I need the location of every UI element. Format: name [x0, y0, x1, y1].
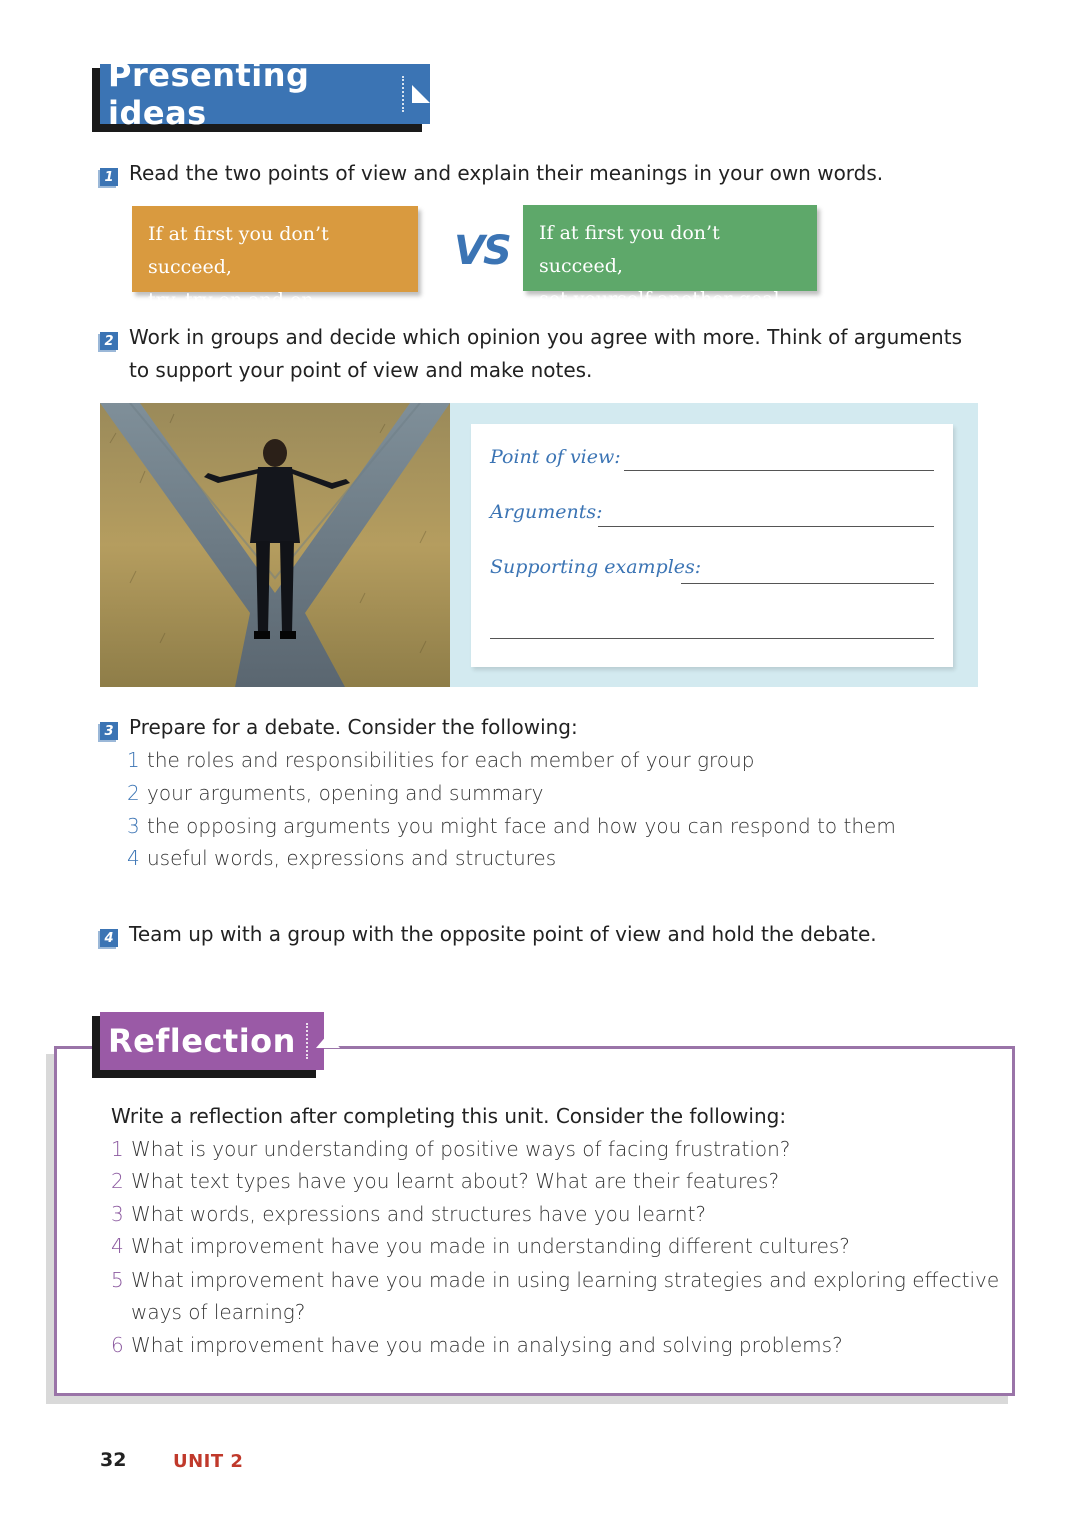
- item-text: useful words, expressions and structures: [147, 846, 557, 870]
- unit-label: UNIT 2: [173, 1451, 244, 1472]
- task-instruction: Read the two points of view and explain their meanings in your own words.: [129, 161, 884, 185]
- item-text: What words, expressions and structures have you learnt?: [131, 1202, 707, 1226]
- list-item: [111, 1264, 999, 1297]
- task-instruction: Team up with a group with the opposite point of view and hold the debate.: [129, 922, 877, 946]
- item-text: What is your understanding of positive ways of facing frustration?: [131, 1137, 791, 1161]
- writing-line[interactable]: [490, 638, 934, 639]
- item-number: 1: [127, 748, 140, 772]
- reflection-intro: Write a reflection after completing this unit. Consider the following:: [111, 1104, 787, 1128]
- list-item: [127, 744, 754, 777]
- note-label-point-of-view: Point of view:: [490, 446, 621, 468]
- writing-line[interactable]: [624, 470, 934, 471]
- quote-line: If at first you don’t succeed,: [539, 222, 720, 277]
- item-number: 2: [111, 1169, 124, 1193]
- list-item: [111, 1296, 305, 1329]
- item-number: 2: [127, 781, 140, 805]
- item-number: 3: [111, 1202, 124, 1226]
- item-text: What improvement have you made in using learning strategies and exploring effective: [131, 1268, 1000, 1292]
- list-item: [111, 1329, 843, 1362]
- item-text: your arguments, opening and summary: [147, 781, 544, 805]
- item-number: 1: [111, 1137, 124, 1161]
- list-item: [127, 810, 896, 843]
- list-item: [127, 777, 543, 810]
- list-item: [127, 842, 556, 875]
- item-number: 3: [127, 814, 140, 838]
- quote-line: set yourself another goal.: [539, 288, 786, 310]
- writing-line[interactable]: [598, 526, 934, 527]
- item-number: 6: [111, 1333, 124, 1357]
- task-instruction: Prepare for a debate. Consider the following:: [129, 715, 578, 739]
- presenting-ideas-banner: [92, 56, 432, 132]
- item-number: 5: [111, 1268, 124, 1292]
- list-item: [111, 1133, 790, 1166]
- task-instruction: Work in groups and decide which opinion you agree with more. Think of arguments: [129, 325, 962, 349]
- task-number: 4: [100, 929, 118, 947]
- item-text: the opposing arguments you might face and how you can respond to them: [147, 814, 896, 838]
- reflection-banner: [92, 1012, 326, 1080]
- task-number: 1: [100, 168, 118, 186]
- up-triangle-icon: [316, 1034, 340, 1048]
- writing-line[interactable]: [681, 583, 934, 584]
- task-number: 2: [100, 332, 118, 350]
- list-item: [111, 1165, 779, 1198]
- divider: [402, 76, 404, 112]
- item-text: ways of learning?: [131, 1300, 306, 1324]
- item-text: What improvement have you made in understanding different cultures?: [131, 1234, 850, 1258]
- versus-label: VS: [454, 228, 510, 274]
- task-number: 3: [100, 722, 118, 740]
- item-text: the roles and responsibilities for each member of your group: [147, 748, 755, 772]
- item-number: 4: [111, 1234, 124, 1258]
- note-label-arguments: Arguments:: [490, 501, 603, 523]
- list-item: [111, 1230, 850, 1263]
- note-label-supporting-examples: Supporting examples:: [490, 556, 702, 578]
- corner-arrow-icon: [412, 85, 430, 103]
- item-text: What text types have you learnt about? What are their features?: [131, 1169, 780, 1193]
- quote-line: try, try on and on.: [148, 289, 320, 311]
- section-title: Presenting ideas: [108, 56, 310, 132]
- divider: [306, 1023, 308, 1059]
- page-number: 32: [100, 1449, 127, 1471]
- quote-line: If at first you don’t succeed,: [148, 223, 329, 278]
- quote-box-right: [523, 205, 817, 310]
- item-number: 4: [127, 846, 140, 870]
- task-instruction: to support your point of view and make notes.: [129, 358, 593, 382]
- crossroads-photo: [100, 403, 450, 687]
- list-item: [111, 1198, 706, 1231]
- section-title: Reflection: [108, 1022, 296, 1060]
- quote-box-left: [132, 206, 418, 311]
- item-text: What improvement have you made in analysing and solving problems?: [131, 1333, 843, 1357]
